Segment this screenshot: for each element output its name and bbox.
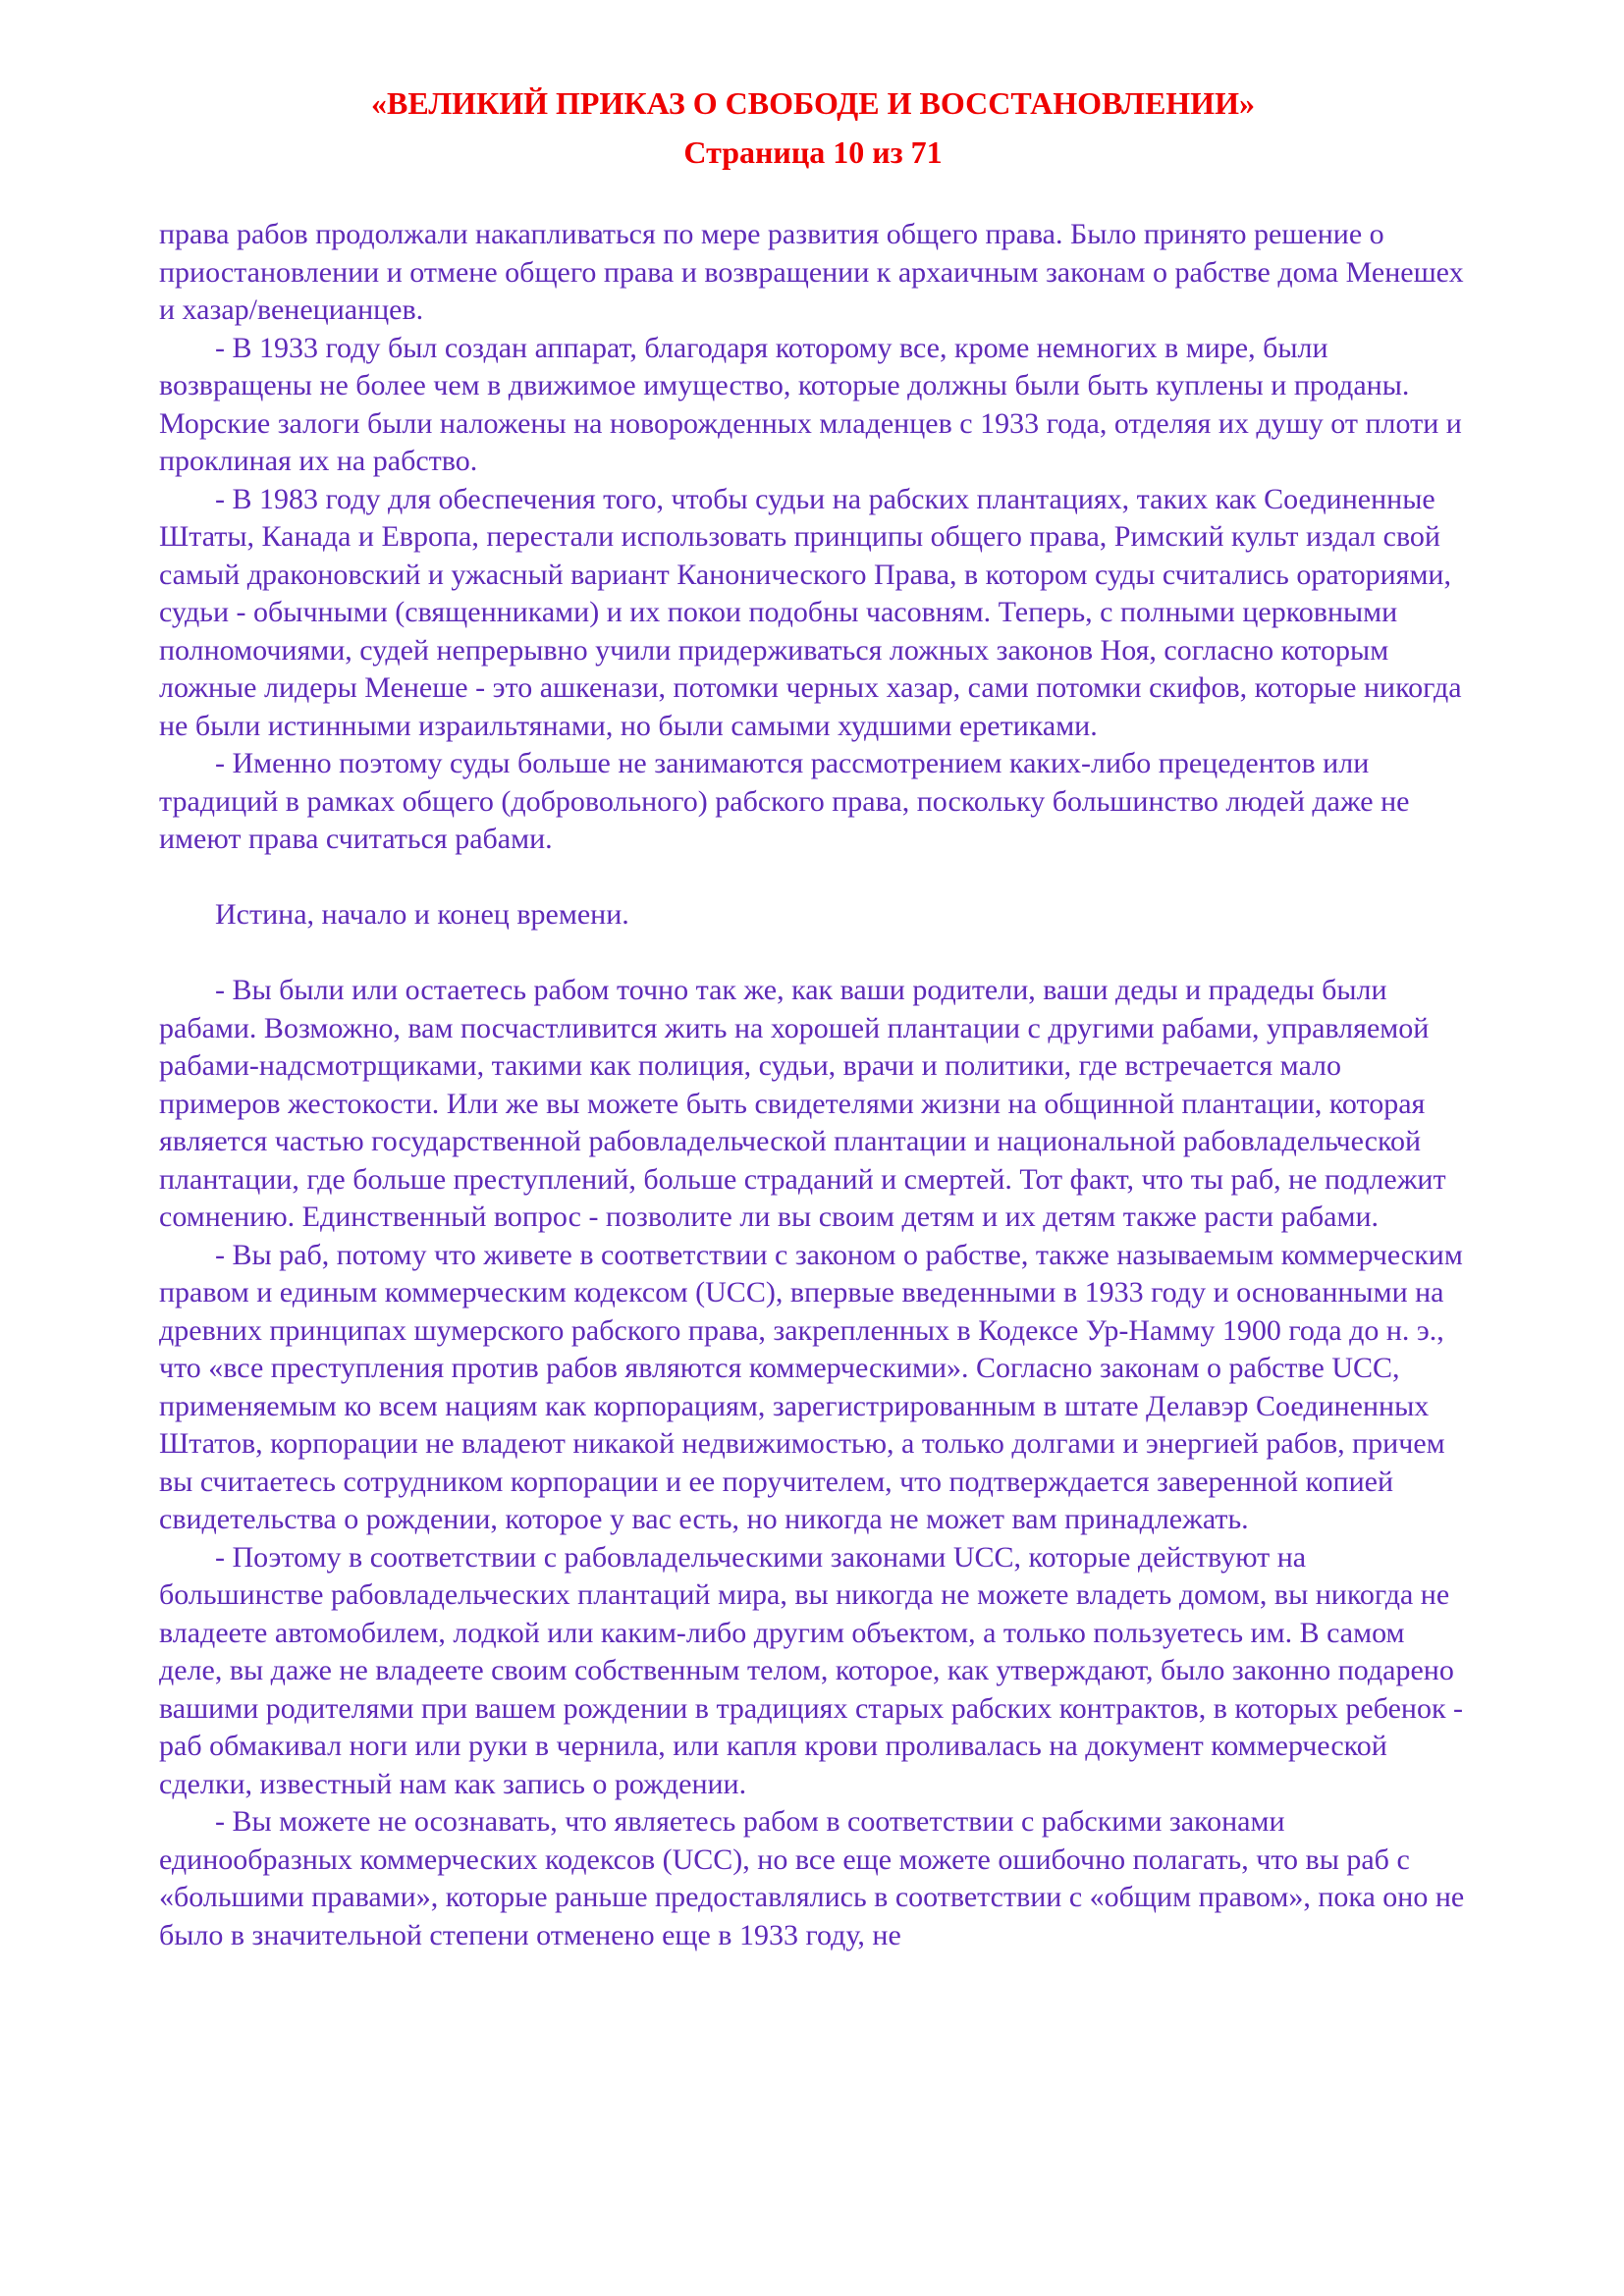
page-title: «ВЕЛИКИЙ ПРИКАЗ О СВОБОДЕ И ВОССТАНОВЛЕНИИ»: [371, 85, 1255, 121]
paragraph: - Именно поэтому суды больше не занимаются рассмотрением каких-либо прецедентов или традиций в рамках общего (добровольного) рабского права, поскольку большинство людей даже не имеют права считаться рабами.: [159, 747, 1410, 855]
paragraph: - В 1983 году для обеспечения того, чтобы судьи на рабских плантациях, таких как Соединенные Штаты, Канада и Европа, перестали использовать принципы общего права, Римский культ издал свой самый драконовский и ужасный вариант Канонического Права, в котором суды считались ораториями, судьи - обычными (священниками) и их покои подобны часовням. Теперь, с полными церковными полномочиями, судей непрерывно учили придерживаться ложных законов Ноя, согласно которым ложные лидеры Менеше - это ашкенази, потомки черных хазар, сами потомки скифов, которые никогда не были истинными израильтянами, но были самыми худшими еретиками.: [159, 482, 1462, 742]
paragraph: - Вы раб, потому что живете в соответствии с законом о рабстве, также называемым коммерческим правом и единым коммерческим кодексом (UCC), впервые введенными в 1933 году и основанными на древних принципах шумерского рабского права, закрепленных в Кодексе Ур-Намму 1900 года до н. э., что «все преступления против рабов являются коммерческими». Согласно законам о рабстве UCC, применяемым ко всем нациям как корпорациям, зарегистрированным в штате Делавэр Соединенных Штатов, корпорации не владеют никакой недвижимостью, а только долгами и энергией рабов, причем вы считаетесь сотрудником корпорации и ее поручителем, что подтверждается заверенной копией свидетельства о рождении, которое у вас есть, но никогда не может вам принадлежать.: [159, 1238, 1463, 1535]
paragraph: Истина, начало и конец времени.: [215, 898, 629, 931]
paragraph: - Вы можете не осознавать, что являетесь рабом в соответствии с рабскими законами единообразных коммерческих кодексов (UCC), но все еще можете ошибочно полагать, что вы раб с «большими правами», которые раньше предоставлялись в соответствии с «общим правом», пока оно не было в значительной степени отменено еще в 1933 году, не: [159, 1805, 1465, 1951]
paragraph: права рабов продолжали накапливаться по мере развития общего права. Было принято решение о приостановлении и отмене общего права и возвращении к архаичным законам о рабстве дома Менешех и хазар/венецианцев.: [159, 218, 1464, 326]
document-body: [159, 216, 1467, 1954]
paragraph: - Вы были или остаетесь рабом точно так же, как ваши родители, ваши деды и прадеды были рабами. Возможно, вам посчастливится жить на хорошей плантации с другими рабами, управляемой рабами-надсмотрщиками, такими как полиция, судьи, врачи и политики, где встречается мало примеров жестокости. Или же вы можете быть свидетелями жизни на общинной плантации, которая является частью государственной рабовладельческой плантации и национальной рабовладельческой плантации, где больше преступлений, больше страданий и смертей. Тот факт, что ты раб, не подлежит сомнению. Единственный вопрос - позволите ли вы своим детям и их детям также расти рабами.: [159, 974, 1446, 1233]
paragraph: - В 1933 году был создан аппарат, благодаря которому все, кроме немногих в мире, были возвращены не более чем в движимое имущество, которые должны были быть куплены и проданы. Морские залоги были наложены на новорожденных младенцев с 1933 года, отделяя их душу от плоти и проклиная их на рабство.: [159, 331, 1462, 477]
page-indicator: Страница 10 из 71: [683, 134, 943, 170]
document-header: [159, 79, 1467, 177]
paragraph: - Поэтому в соответствии с рабовладельческими законами UCC, которые действуют на большинстве рабовладельческих плантаций мира, вы никогда не можете владеть домом, вы никогда не владеете автомобилем, лодкой или каким-либо другим объектом, а только пользуетесь им. В самом деле, вы даже не владеете своим собственным телом, которое, как утверждают, было законно подарено вашими родителями при вашем рождении в традициях старых рабских контрактов, в которых ребенок - раб обмакивал ноги или руки в чернила, или капля крови проливалась на документ коммерческой сделки, известный нам как запись о рождении.: [159, 1540, 1464, 1800]
